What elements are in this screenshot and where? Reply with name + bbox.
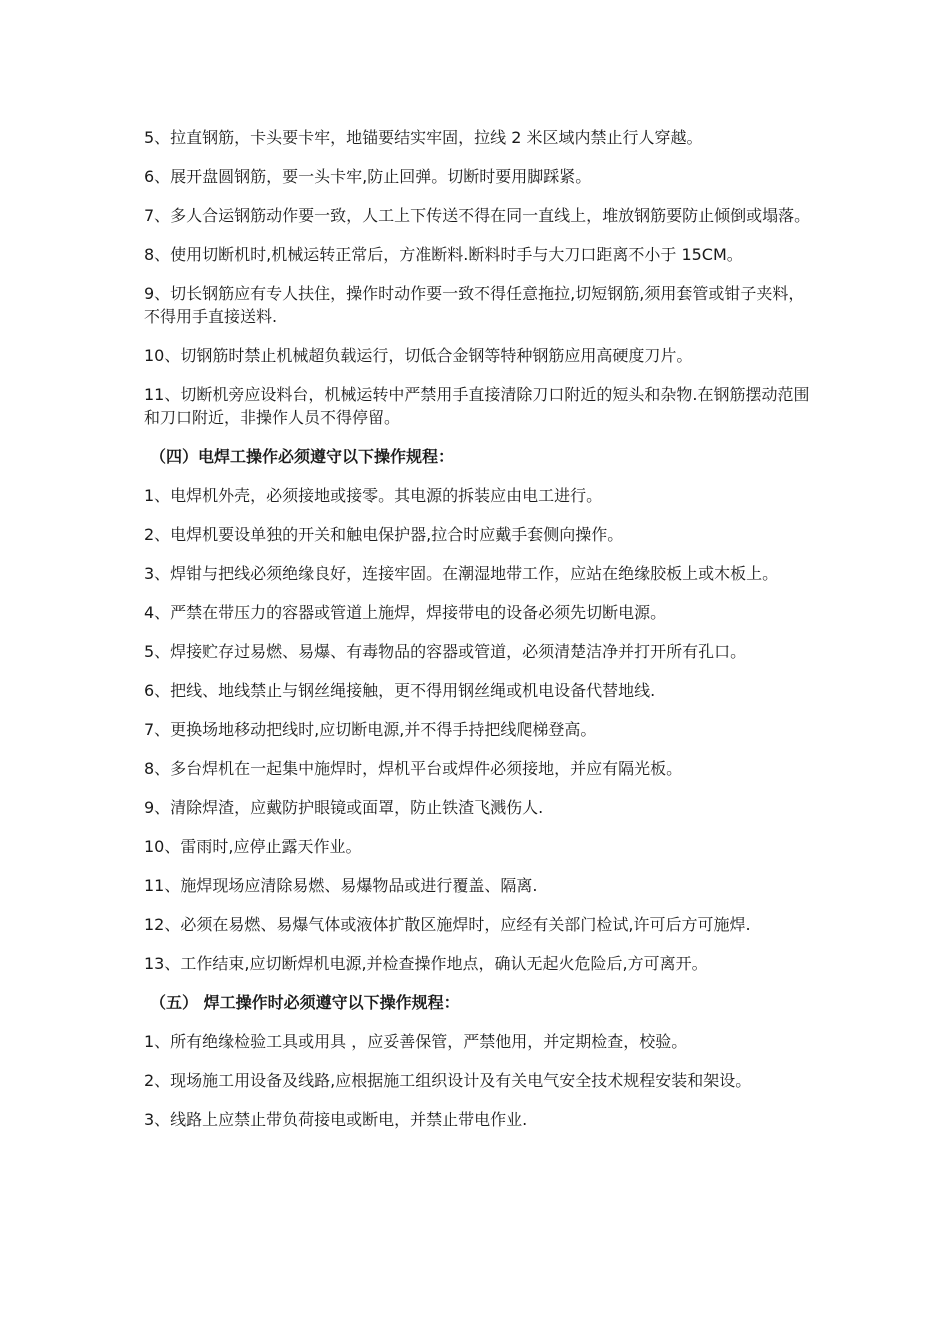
- electrical-rule-1: 1、所有绝缘检验工具或用具 ，应妥善保管，严禁他用，并定期检查，校验。: [144, 1032, 688, 1051]
- welding-rule-11: 11、施焊现场应清除易燃、易爆物品或进行覆盖、隔离.: [144, 876, 538, 895]
- welding-rule-4: 4、严禁在带压力的容器或管道上施焊，焊接带电的设备必须先切断电源。: [144, 603, 667, 622]
- welding-rule-13: 13、工作结束,应切断焊机电源,并检查操作地点，确认无起火危险后,方可离开。: [144, 954, 708, 973]
- welding-rule-5: 5、焊接贮存过易燃、易爆、有毒物品的容器或管道，必须清楚洁净并打开所有孔口。: [144, 642, 747, 661]
- section-4-heading: （四）电焊工操作必须遵守以下操作规程：: [150, 447, 455, 466]
- welding-rule-2: 2、电焊机要设单独的开关和触电保护器,拉合时应戴手套侧向操作。: [144, 525, 624, 544]
- welding-rule-6: 6、把线、地线禁止与钢丝绳接触，更不得用钢丝绳或机电设备代替地线.: [144, 681, 656, 700]
- electrical-rule-3: 3、线路上应禁止带负荷接电或断电，并禁止带电作业.: [144, 1110, 528, 1129]
- electrical-rule-2: 2、现场施工用设备及线路,应根据施工组织设计及有关电气安全技术规程安装和架设。: [144, 1071, 752, 1090]
- rebar-rule-8: 8、使用切断机时,机械运转正常后，方准断料.断料时手与大刀口距离不小于 15CM。: [144, 245, 743, 264]
- rebar-rule-6: 6、展开盘圆钢筋，要一头卡牢,防止回弹。切断时要用脚踩紧。: [144, 167, 592, 186]
- welding-rule-12: 12、必须在易燃、易爆气体或液体扩散区施焊时，应经有关部门检试,许可后方可施焊.: [144, 915, 751, 934]
- section-5-heading: （五） 焊工操作时必须遵守以下操作规程：: [150, 993, 460, 1012]
- rebar-rule-11: 11、切断机旁应设料台，机械运转中严禁用手直接清除刀口附近的短头和杂物.在钢筋摆动范围和刀口附近，非操作人员不得停留。: [144, 385, 810, 427]
- rebar-rule-10: 10、切钢筋时禁止机械超负载运行，切低合金钢等特种钢筋应用高硬度刀片。: [144, 346, 693, 365]
- welding-rule-10: 10、雷雨时,应停止露天作业。: [144, 837, 362, 856]
- welding-rule-9: 9、清除焊渣，应戴防护眼镜或面罩，防止铁渣飞溅伤人.: [144, 798, 544, 817]
- welding-rule-3: 3、焊钳与把线必须绝缘良好，连接牢固。在潮湿地带工作，应站在绝缘胶板上或木板上。: [144, 564, 779, 583]
- welding-rule-8: 8、多台焊机在一起集中施焊时，焊机平台或焊件必须接地，并应有隔光板。: [144, 759, 683, 778]
- welding-rule-7: 7、更换场地移动把线时,应切断电源,并不得手持把线爬梯登高。: [144, 720, 597, 739]
- welding-rule-1: 1、电焊机外壳，必须接地或接零。其电源的拆装应由电工进行。: [144, 486, 603, 505]
- rebar-rule-7: 7、多人合运钢筋动作要一致，人工上下传送不得在同一直线上，堆放钢筋要防止倾倒或塌落。: [144, 206, 811, 225]
- rebar-rule-9: 9、切长钢筋应有专人扶住，操作时动作要一致不得任意拖拉,切短钢筋,须用套管或钳子夹料，不得用手直接送料.: [144, 284, 805, 326]
- rebar-rule-5: 5、拉直钢筋，卡头要卡牢，地锚要结实牢固，拉线 2 米区域内禁止行人穿越。: [144, 128, 703, 147]
